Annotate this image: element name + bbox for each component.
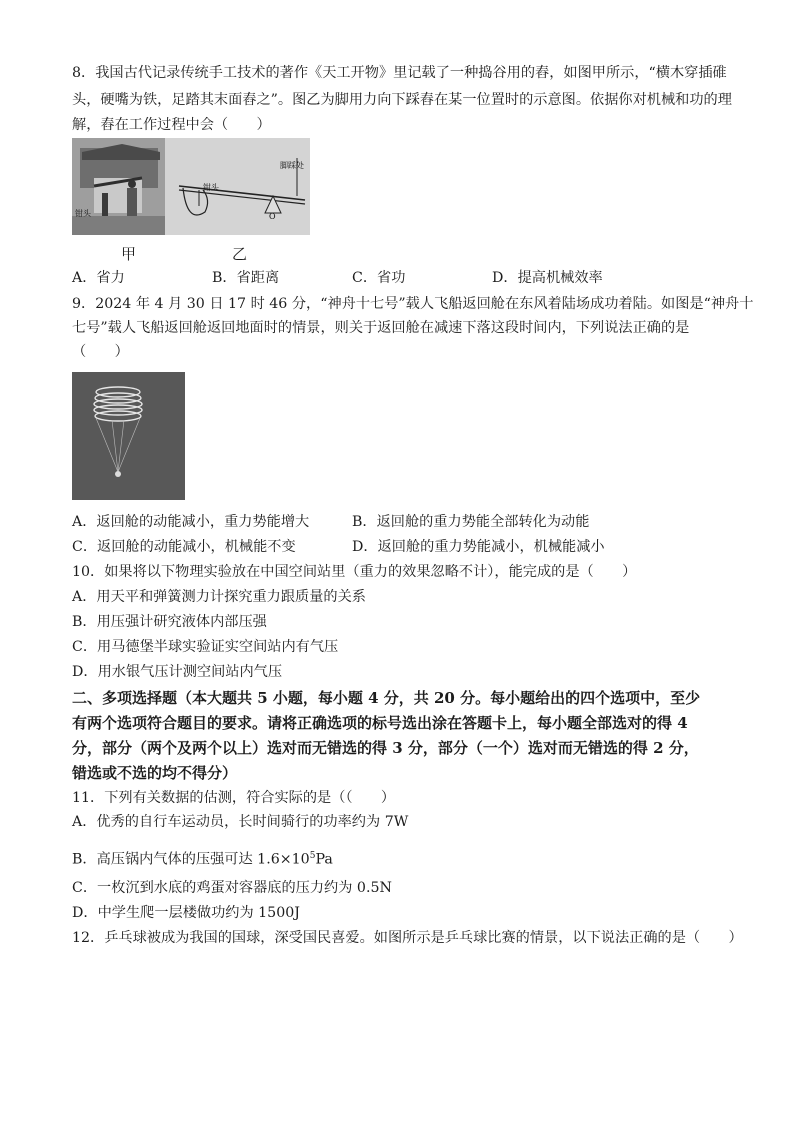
- q10-stem: 10．如果将以下物理实验放在中国空间站里（重力的效果忽略不计），能完成的是（ ）: [72, 564, 637, 580]
- q12-stem: 12．乒乓球被成为我国的国球，深受国民喜爱。如图所示是乒乓球比赛的情景，以下说法正确的是（ ）: [72, 930, 743, 946]
- q9-stem-line2: 七号”载人飞船返回舱返回地面时的情景，则关于返回舱在减速下落这段时间内，下列说法正确的是: [72, 320, 690, 336]
- q11-option-b-unit: Pa: [315, 851, 333, 868]
- section2-heading-line2: 有两个选项符合题目的要求。请将正确选项的标号选出涂在答题卡上，每小题全部选对的得 4: [72, 714, 688, 732]
- q8-option-b: B．省距离: [212, 270, 280, 286]
- q9-figure-capsule: [72, 372, 185, 500]
- q8-fig-yi-label-text2: 脚踩处: [280, 161, 304, 170]
- q11-option-c: C．一枚沉到水底的鸡蛋对容器底的压力约为 0.5N: [72, 880, 392, 896]
- q9-option-c: C．返回舱的动能减小，机械能不变: [72, 539, 296, 555]
- q11-option-b: [72, 846, 333, 870]
- q9-stem-line1: 9．2024 年 4 月 30 日 17 时 46 分，“神舟十七号”载人飞船返回舱在东风着陆场成功着陆。如图是“神舟十: [72, 296, 754, 312]
- q9-option-a: A．返回舱的动能减小，重力势能增大: [72, 514, 310, 530]
- section2-heading-line3: 分，部分（两个及两个以上）选对而无错选的得 3 分，部分（一个）选对而无错选的得 2 分，: [72, 739, 699, 757]
- q11-option-b-text: B．高压锅内气体的压强可达 1.6×10: [72, 851, 310, 868]
- q9-stem-line3: （ ）: [72, 344, 129, 360]
- q8-stem-line1: 8．我国古代记录传统手工技术的著作《天工开物》里记载了一种捣谷用的舂，如图甲所示，“横木穿插碓: [72, 65, 727, 81]
- q8-fig-yi-label-text1: 钳头: [203, 183, 219, 192]
- q8-figure-jia: [72, 138, 165, 235]
- q8-caption-jia: 甲: [121, 245, 137, 263]
- q10-option-a: A．用天平和弹簧测力计探究重力跟质量的关系: [72, 589, 366, 605]
- q9-option-d: D．返回舱的重力势能减小，机械能减小: [352, 539, 605, 555]
- q10-option-b: B．用压强计研究液体内部压强: [72, 614, 267, 630]
- q8-stem-line3: 解，舂在工作过程中会（ ）: [72, 117, 271, 133]
- section2-heading-line4: 错选或不选的均不得分）: [72, 764, 238, 782]
- q8-fig-jia-label-text: 钳头: [75, 209, 91, 218]
- q11-option-b-exponent: 5: [309, 851, 316, 861]
- q8-stem-line2: 头，硬嘴为铁，足踏其末面舂之”。图乙为脚用力向下踩舂在某一位置时的示意图。依据你对机械和功的理: [72, 92, 732, 108]
- q8-option-a: A．省力: [72, 270, 125, 286]
- q8-caption-yi: 乙: [232, 245, 248, 263]
- q11-stem: 11．下列有关数据的估测，符合实际的是（（ ）: [72, 790, 396, 806]
- q8-fig-yi-label-text3: O: [269, 212, 276, 221]
- q11-option-a: A．优秀的自行车运动员，长时间骑行的功率约为 7W: [72, 814, 409, 830]
- q10-option-c: C．用马德堡半球实验证实空间站内有气压: [72, 639, 339, 655]
- q8-option-d: D．提高机械效率: [492, 270, 603, 286]
- q10-option-d: D．用水银气压计测空间站内气压: [72, 664, 283, 680]
- q11-option-d: D．中学生爬一层楼做功约为 1500J: [72, 905, 300, 921]
- q8-option-c: C．省功: [352, 270, 406, 286]
- q8-figure-yi: [165, 138, 310, 235]
- q9-option-b: B．返回舱的重力势能全部转化为动能: [352, 514, 590, 530]
- section2-heading-line1: 二、多项选择题（本大题共 5 小题，每小题 4 分，共 20 分。每小题给出的四个选项中，至少: [72, 689, 701, 707]
